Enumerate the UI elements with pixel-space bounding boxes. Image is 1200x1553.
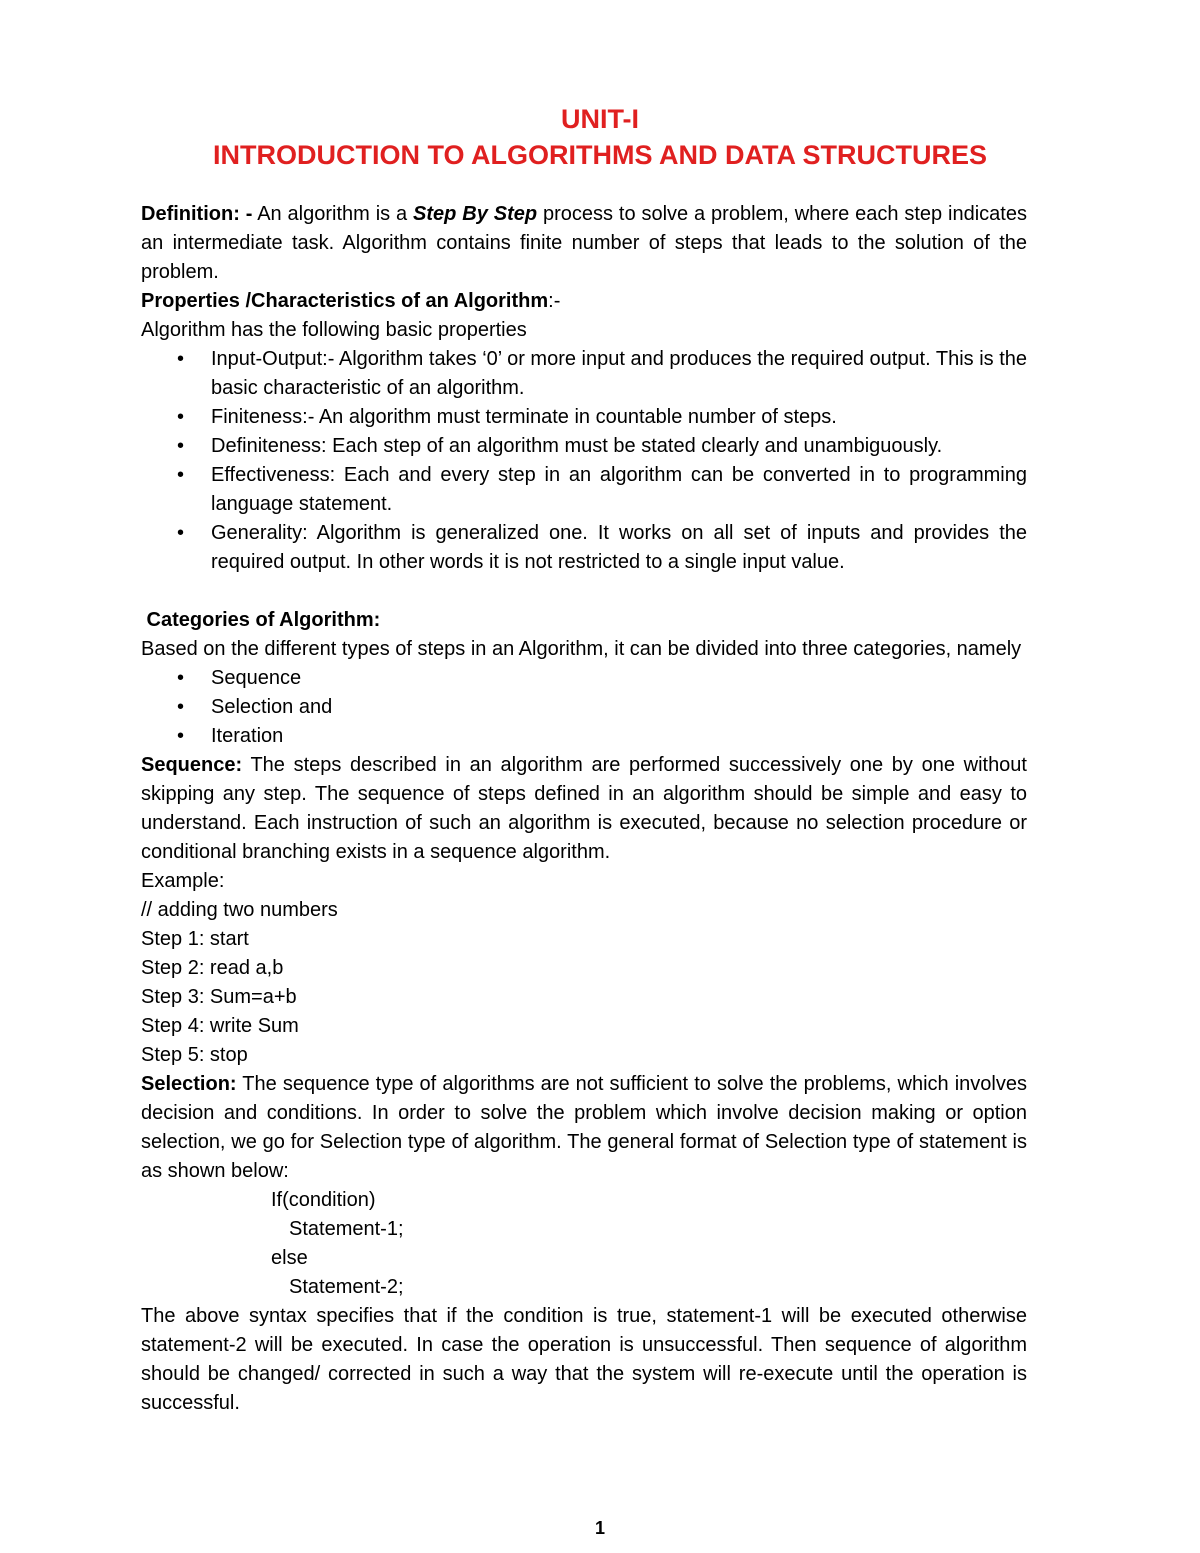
list-item: • Definiteness: Each step of an algorithm must be stated clearly and unambiguously. <box>211 432 1027 461</box>
list-item: • Sequence <box>211 664 1027 693</box>
document-body <box>141 200 1027 1418</box>
properties-heading <box>141 287 1027 316</box>
selection-text: The sequence type of algorithms are not sufficient to solve the problems, which involves decision and conditions. In order to solve the problem which involve decision making or option selection, we go for Selection type of algorithm. The general format of Selection type of statement is as shown below: <box>141 1073 1027 1182</box>
unit-title: UNIT-I <box>561 104 639 134</box>
list-item: • Effectiveness: Each and every step in an algorithm can be converted in to programming language statement. <box>211 461 1027 519</box>
properties-list <box>141 345 1027 577</box>
example-line: Step 3: Sum=a+b <box>141 986 297 1008</box>
definition-text-b: process to solve a problem, where each step indicates an intermediate task. Algorithm contains finite number of steps that leads to the solution of the problem. <box>141 203 1027 283</box>
categories-heading: Categories of Algorithm: <box>141 609 381 631</box>
selection-closing: The above syntax specifies that if the condition is true, statement-1 will be executed otherwise statement-2 will be executed. In case the operation is unsuccessful. Then sequence of algorithm should be changed/ corrected in such a way that the system will re-execute until the operation is successful. <box>141 1305 1027 1414</box>
definition-label: Definition: - <box>141 203 253 225</box>
definition-emphasis: Step By Step <box>413 203 538 225</box>
spacer <box>141 577 1027 606</box>
list-item: • Selection and <box>211 693 1027 722</box>
sequence-paragraph <box>141 751 1027 867</box>
list-item: • Iteration <box>211 722 1027 751</box>
chapter-title: INTRODUCTION TO ALGORITHMS AND DATA STRUCTURES <box>213 140 987 170</box>
properties-intro: Algorithm has the following basic properties <box>141 319 527 341</box>
list-item: • Input-Output:- Algorithm takes ‘0’ or more input and produces the required output. This is the basic characteristic of an algorithm. <box>211 345 1027 403</box>
example-line: Step 4: write Sum <box>141 1015 299 1037</box>
properties-heading-rest: :- <box>548 290 561 312</box>
code-line: Statement-2; <box>289 1276 404 1298</box>
page-number: 1 <box>594 1518 605 1538</box>
code-line: else <box>271 1247 308 1269</box>
selection-paragraph <box>141 1070 1027 1186</box>
sequence-text: The steps described in an algorithm are performed successively one by one without skipping any step. The sequence of steps defined in an algorithm should be simple and easy to understand. Each instruction of such an algorithm is executed, because no selection procedure or conditional branching exists in a sequence algorithm. <box>141 754 1027 863</box>
list-item: • Generality: Algorithm is generalized one. It works on all set of inputs and provides the required output. In other words it is not restricted to a single input value. <box>211 519 1027 577</box>
example-line: Step 5: stop <box>141 1044 248 1066</box>
categories-intro: Based on the different types of steps in an Algorithm, it can be divided into three categories, namely <box>141 638 1022 660</box>
example-label: Example: <box>141 870 225 892</box>
code-line: If(condition) <box>271 1189 376 1211</box>
definition-text-a: An algorithm is a <box>252 203 414 225</box>
example-line: Step 1: start <box>141 928 249 950</box>
categories-list <box>141 664 1027 751</box>
sequence-label: Sequence: <box>141 754 243 776</box>
properties-heading-bold: Properties /Characteristics of an Algorithm <box>141 290 549 312</box>
definition-paragraph <box>141 200 1027 287</box>
example-line: // adding two numbers <box>141 899 338 921</box>
list-item: • Finiteness:- An algorithm must terminate in countable number of steps. <box>211 403 1027 432</box>
example-line: Step 2: read a,b <box>141 957 284 979</box>
selection-label: Selection: <box>141 1073 237 1095</box>
code-line: Statement-1; <box>289 1218 404 1240</box>
